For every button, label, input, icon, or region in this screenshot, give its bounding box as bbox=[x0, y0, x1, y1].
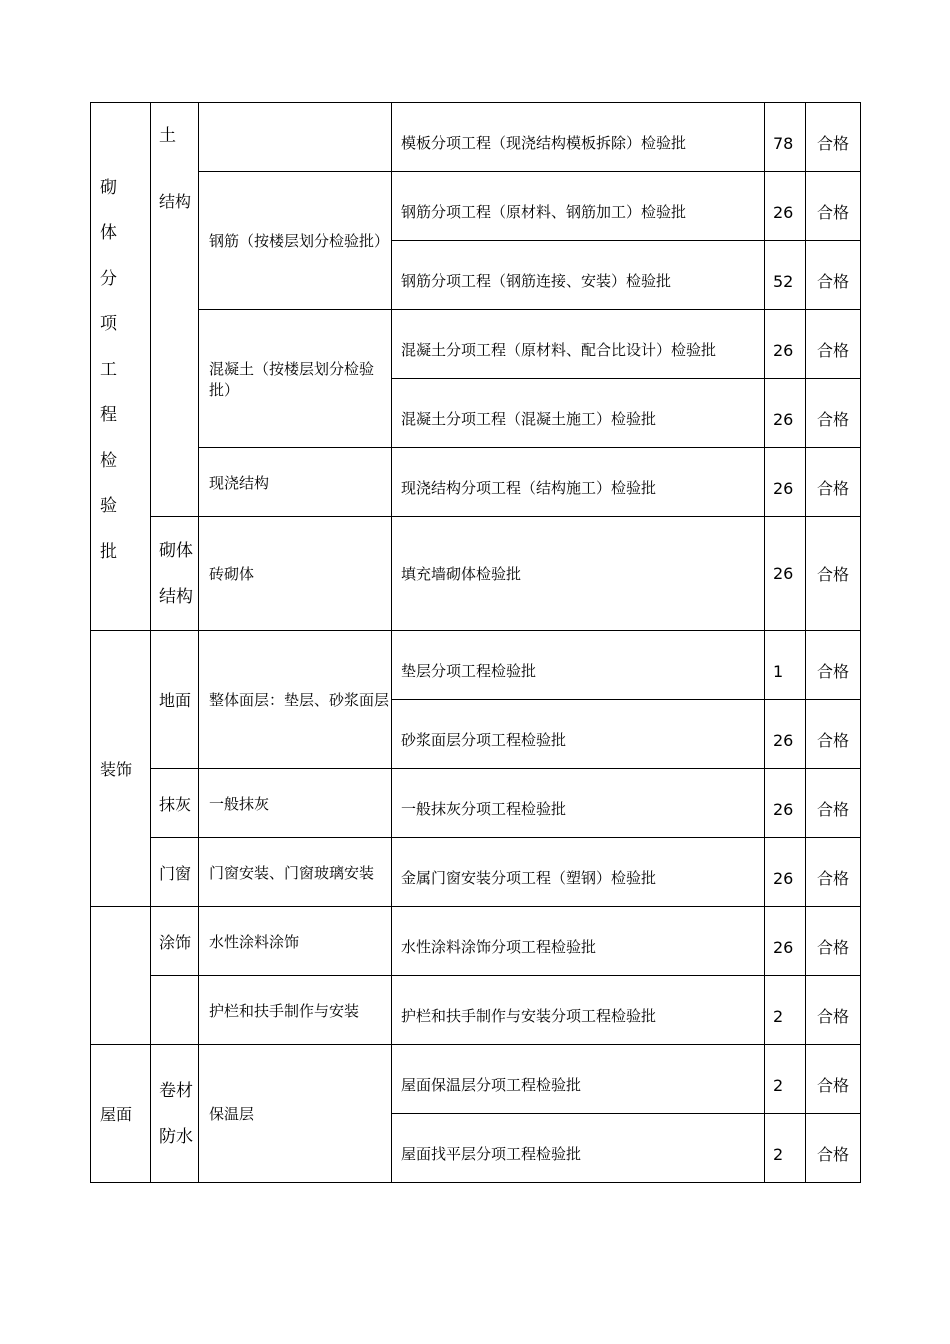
table-row bbox=[91, 907, 861, 976]
batch-cell: 钢筋分项工程（原材料、钢筋加工）检验批 bbox=[392, 172, 765, 241]
subcategory-label-bottom: 结构 bbox=[159, 192, 192, 211]
result-cell: 合格 bbox=[806, 448, 861, 517]
result-cell: 合格 bbox=[806, 517, 861, 631]
subcategory-label-bottom: 结构 bbox=[159, 586, 193, 607]
item-cell: 砖砌体 bbox=[199, 517, 392, 631]
category-label: 砌体分项工程检验批 bbox=[100, 177, 124, 562]
subcategory-cell bbox=[151, 103, 199, 517]
count-cell: 26 bbox=[765, 700, 806, 769]
count-cell: 26 bbox=[765, 769, 806, 838]
batch-cell: 砂浆面层分项工程检验批 bbox=[392, 700, 765, 769]
item-cell: 钢筋（按楼层划分检验批） bbox=[199, 172, 392, 310]
count-cell: 26 bbox=[765, 907, 806, 976]
count-cell: 26 bbox=[765, 172, 806, 241]
result-cell: 合格 bbox=[806, 976, 861, 1045]
subcategory-cell bbox=[151, 976, 199, 1045]
table-row bbox=[91, 172, 861, 241]
result-cell: 合格 bbox=[806, 172, 861, 241]
subcategory-cell: 抹灰 bbox=[151, 769, 199, 838]
item-cell: 水性涂料涂饰 bbox=[199, 907, 392, 976]
batch-cell: 水性涂料涂饰分项工程检验批 bbox=[392, 907, 765, 976]
batch-cell: 一般抹灰分项工程检验批 bbox=[392, 769, 765, 838]
batch-cell: 护栏和扶手制作与安装分项工程检验批 bbox=[392, 976, 765, 1045]
subcategory-cell: 门窗 bbox=[151, 838, 199, 907]
count-cell: 2 bbox=[765, 1114, 806, 1183]
table-row bbox=[91, 448, 861, 517]
batch-cell: 屋面保温层分项工程检验批 bbox=[392, 1045, 765, 1114]
count-cell: 26 bbox=[765, 310, 806, 379]
subcategory-label-bottom: 防水 bbox=[159, 1126, 193, 1147]
result-cell: 合格 bbox=[806, 241, 861, 310]
result-cell: 合格 bbox=[806, 103, 861, 172]
batch-cell: 钢筋分项工程（钢筋连接、安装）检验批 bbox=[392, 241, 765, 310]
result-cell: 合格 bbox=[806, 700, 861, 769]
item-cell: 保温层 bbox=[199, 1045, 392, 1183]
table-row bbox=[91, 976, 861, 1045]
item-cell bbox=[199, 103, 392, 172]
batch-cell: 混凝土分项工程（原材料、配合比设计）检验批 bbox=[392, 310, 765, 379]
batch-cell: 屋面找平层分项工程检验批 bbox=[392, 1114, 765, 1183]
item-cell: 混凝土（按楼层划分检验批） bbox=[199, 310, 392, 448]
subcategory-label-top: 卷材 bbox=[159, 1080, 193, 1101]
subcategory-cell bbox=[151, 1045, 199, 1183]
count-cell: 26 bbox=[765, 448, 806, 517]
batch-cell: 模板分项工程（现浇结构模板拆除）检验批 bbox=[392, 103, 765, 172]
item-cell: 一般抹灰 bbox=[199, 769, 392, 838]
subcategory-label-top: 砌体 bbox=[159, 540, 193, 561]
item-cell: 整体面层：垫层、砂浆面层 bbox=[199, 631, 392, 769]
table-row bbox=[91, 517, 861, 631]
table-row bbox=[91, 310, 861, 379]
count-cell: 26 bbox=[765, 838, 806, 907]
batch-cell: 填充墙砌体检验批 bbox=[392, 517, 765, 631]
result-cell: 合格 bbox=[806, 631, 861, 700]
item-cell: 门窗安装、门窗玻璃安装 bbox=[199, 838, 392, 907]
batch-cell: 垫层分项工程检验批 bbox=[392, 631, 765, 700]
inspection-batch-table bbox=[90, 102, 861, 1183]
category-cell bbox=[91, 103, 151, 631]
table-row bbox=[91, 1045, 861, 1114]
count-cell: 2 bbox=[765, 1045, 806, 1114]
table-row bbox=[91, 103, 861, 172]
count-cell: 1 bbox=[765, 631, 806, 700]
count-cell: 78 bbox=[765, 103, 806, 172]
category-cell: 屋面 bbox=[91, 1045, 151, 1183]
result-cell: 合格 bbox=[806, 769, 861, 838]
batch-cell: 混凝土分项工程（混凝土施工）检验批 bbox=[392, 379, 765, 448]
batch-cell: 金属门窗安装分项工程（塑钢）检验批 bbox=[392, 838, 765, 907]
table-row bbox=[91, 838, 861, 907]
result-cell: 合格 bbox=[806, 907, 861, 976]
result-cell: 合格 bbox=[806, 1114, 861, 1183]
category-cell: 装饰 bbox=[91, 631, 151, 907]
batch-cell: 现浇结构分项工程（结构施工）检验批 bbox=[392, 448, 765, 517]
count-cell: 26 bbox=[765, 517, 806, 631]
result-cell: 合格 bbox=[806, 838, 861, 907]
subcategory-cell: 涂饰 bbox=[151, 907, 199, 976]
count-cell: 2 bbox=[765, 976, 806, 1045]
subcategory-cell bbox=[151, 517, 199, 631]
count-cell: 26 bbox=[765, 379, 806, 448]
table-row bbox=[91, 769, 861, 838]
result-cell: 合格 bbox=[806, 1045, 861, 1114]
result-cell: 合格 bbox=[806, 379, 861, 448]
subcategory-cell: 地面 bbox=[151, 631, 199, 769]
item-cell: 现浇结构 bbox=[199, 448, 392, 517]
item-cell: 护栏和扶手制作与安装 bbox=[199, 976, 392, 1045]
table-row bbox=[91, 631, 861, 700]
subcategory-label-top: 土 bbox=[159, 126, 176, 146]
result-cell: 合格 bbox=[806, 310, 861, 379]
count-cell: 52 bbox=[765, 241, 806, 310]
category-cell bbox=[91, 907, 151, 1045]
